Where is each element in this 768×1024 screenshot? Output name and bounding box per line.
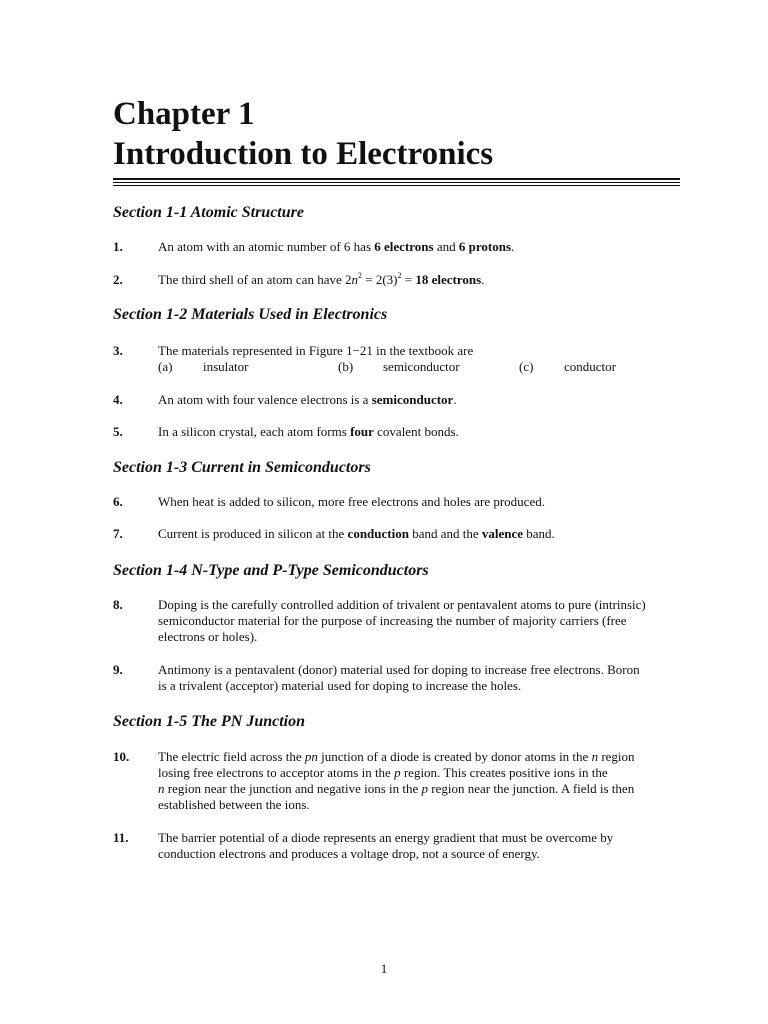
- choice-c-letter: (c): [519, 359, 534, 374]
- question-number: 2.: [113, 272, 123, 287]
- question-number: 1.: [113, 239, 123, 254]
- choice-b-letter: (b): [338, 359, 354, 374]
- page-number: 1: [380, 961, 388, 976]
- question-text: The materials represented in Figure 1−21 in the textbook are (a) insulator (b) semiconductor (c) conductor: [158, 343, 680, 375]
- question-number: 9.: [113, 662, 123, 677]
- choice-a-value: insulator: [203, 359, 249, 374]
- question-text: The third shell of an atom can have $2n^2 = 2(3)^2 = 18$ electrons.: [158, 271, 485, 287]
- answer-choices: [158, 359, 680, 375]
- question-number: 11.: [113, 830, 129, 845]
- title-rule-mid: [113, 182, 680, 183]
- question-number: 3.: [113, 343, 123, 358]
- question-number: 8.: [113, 597, 123, 612]
- question-text: Current is produced in silicon at the conduction band and the valence band.: [158, 526, 555, 541]
- question-number: 4.: [113, 392, 123, 407]
- question-text: When heat is added to silicon, more free electrons and holes are produced.: [158, 494, 545, 509]
- title-rule-thick: [113, 178, 680, 180]
- section-heading-1-3: Section 1-3 Current in Semiconductors: [113, 459, 371, 476]
- question-text: Antimony is a pentavalent (donor) material used for doping to increase free electrons. Boron is a trivalent (acceptor) material used for doping to increase the holes.: [158, 662, 640, 693]
- choice-b-value: semiconductor: [383, 359, 460, 374]
- chapter-number: Chapter 1: [113, 96, 255, 132]
- question-number: 6.: [113, 494, 123, 509]
- question-number: 7.: [113, 526, 123, 541]
- choice-c-value: conductor: [564, 359, 616, 374]
- question-text: An atom with an atomic number of 6 has 6 electrons and 6 protons.: [158, 239, 515, 254]
- question-text: An atom with four valence electrons is a semiconductor.: [158, 392, 457, 407]
- question-number: 10.: [113, 749, 130, 764]
- section-heading-1-5: Section 1-5 The PN Junction: [113, 713, 306, 730]
- section-heading-1-2: Section 1-2 Materials Used in Electronics: [113, 306, 388, 323]
- question-text: The barrier potential of a diode represents an energy gradient that must be overcome by conduction electrons and produces a voltage drop, not a source of energy.: [158, 830, 614, 861]
- title-rule-thin: [113, 185, 680, 186]
- chapter-title: [113, 94, 493, 174]
- question-number: 5.: [113, 424, 123, 439]
- question-text: The electric field across the pn junction of a diode is created by donor atoms in the n region losing free electrons to acceptor atoms in the p region. This creates positive ions in the n region near the junction and negative ions in the p region near the junction. A field is then established between the ions.: [158, 749, 635, 812]
- choice-a-letter: (a): [158, 359, 173, 374]
- question-text: Doping is the carefully controlled addition of trivalent or pentavalent atoms to pure (intrinsic) semiconductor material for the purpose of increasing the number of majority carriers (free electrons or holes).: [158, 597, 646, 644]
- section-heading-1-4: Section 1-4 N-Type and P-Type Semiconductors: [113, 562, 429, 579]
- chapter-name: Introduction to Electronics: [113, 136, 494, 172]
- question-text: In a silicon crystal, each atom forms four covalent bonds.: [158, 424, 459, 439]
- section-heading-1-1: Section 1-1 Atomic Structure: [113, 204, 304, 221]
